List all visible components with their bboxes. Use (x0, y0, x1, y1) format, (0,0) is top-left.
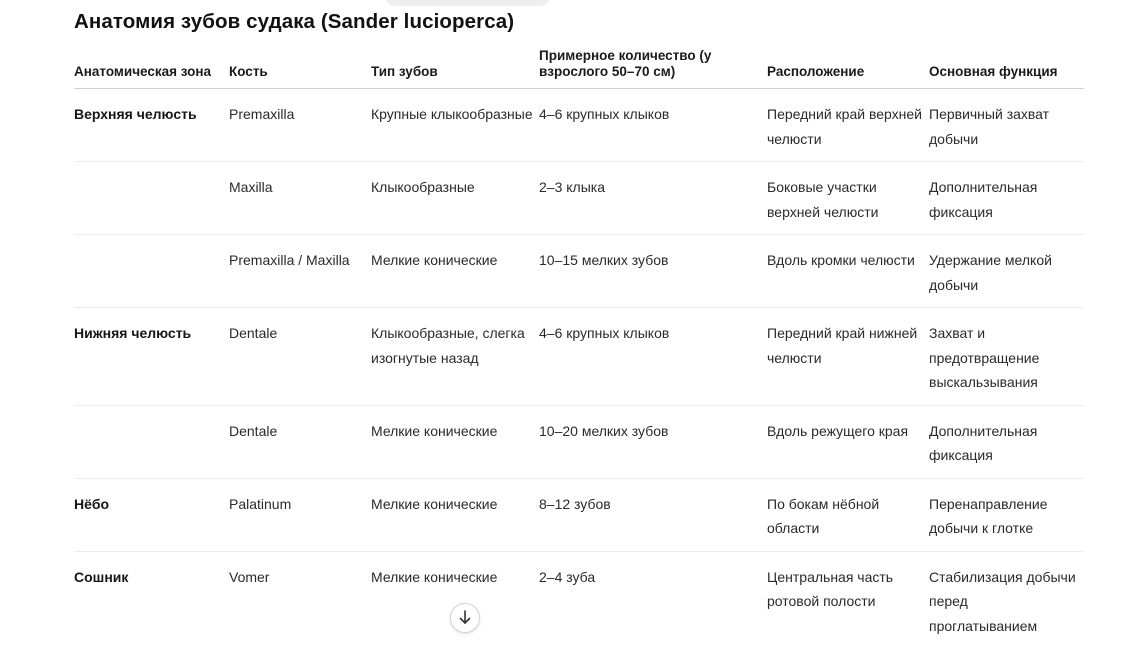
arrow-down-icon (458, 609, 472, 627)
table-row (74, 89, 1084, 162)
cell-count: 4–6 крупных клыков (539, 89, 767, 162)
table-row (74, 235, 1084, 308)
cell-location: Передний край верхней челюсти (767, 89, 929, 162)
cell-count: 8–12 зубов (539, 478, 767, 551)
cell-count: 2–3 клыка (539, 162, 767, 235)
cell-tooth-type: Крупные клыкообразные (371, 89, 539, 162)
cell-zone: Нёбо (74, 478, 229, 551)
cell-location: Вдоль режущего края (767, 405, 929, 478)
cell-bone: Dentale (229, 405, 371, 478)
teeth-anatomy-table (74, 46, 1084, 648)
cell-location: По бокам нёбной области (767, 478, 929, 551)
cell-function: Перенаправление добычи к глотке (929, 478, 1084, 551)
cell-location: Передний край нижней челюсти (767, 308, 929, 406)
cell-bone: Premaxilla (229, 89, 371, 162)
cell-zone (74, 235, 229, 308)
cell-zone (74, 162, 229, 235)
cell-location: Вдоль кромки челюсти (767, 235, 929, 308)
column-header-bone: Кость (229, 46, 371, 89)
cell-count: 10–20 мелких зубов (539, 405, 767, 478)
column-header-count: Примерное количество (у взрослого 50–70 см) (539, 46, 767, 89)
cell-function: Первичный захват добычи (929, 89, 1084, 162)
table-row (74, 551, 1084, 648)
cell-zone: Верхняя челюсть (74, 89, 229, 162)
cell-function: Дополнительная фиксация (929, 162, 1084, 235)
cell-function: Стабилизация добычи перед проглатыванием (929, 568, 1076, 634)
column-header-function: Основная функция (929, 46, 1084, 89)
table-header-row (74, 46, 1084, 89)
scroll-down-button[interactable] (450, 603, 480, 633)
table-row (74, 162, 1084, 235)
cell-tooth-type: Мелкие конические (371, 405, 539, 478)
cell-zone: Нижняя челюсть (74, 308, 229, 406)
column-header-location: Расположение (767, 46, 929, 89)
cell-tooth-type: Мелкие конические (371, 568, 498, 585)
cell-count: 10–15 мелких зубов (539, 235, 767, 308)
top-chat-pill (385, 0, 550, 6)
table-row (74, 478, 1084, 551)
cell-zone: Сошник (74, 568, 129, 585)
cell-count: 2–4 зуба (539, 568, 596, 585)
cell-count: 4–6 крупных клыков (539, 308, 767, 406)
table-title: Анатомия зубов судака (Sander lucioperca) (74, 10, 515, 33)
cell-function: Захват и предотвращение выскальзывания (929, 308, 1084, 406)
table-row (74, 308, 1084, 406)
cell-bone: Dentale (229, 308, 371, 406)
cell-tooth-type: Клыкообразные, слегка изогнутые назад (371, 308, 539, 406)
cell-bone: Palatinum (229, 478, 371, 551)
column-header-tooth-type: Тип зубов (371, 46, 539, 89)
cell-tooth-type: Мелкие конические (371, 235, 539, 308)
cell-bone: Vomer (229, 568, 270, 585)
cell-tooth-type: Мелкие конические (371, 478, 539, 551)
column-header-zone: Анатомическая зона (74, 46, 229, 89)
cell-zone (74, 405, 229, 478)
cell-location: Центральная часть ротовой полости (767, 568, 894, 609)
table-row (74, 405, 1084, 478)
cell-function: Удержание мелкой добычи (929, 235, 1084, 308)
cell-tooth-type: Клыкообразные (371, 162, 539, 235)
cell-location: Боковые участки верхней челюсти (767, 162, 929, 235)
cell-bone: Maxilla (229, 162, 371, 235)
cell-bone: Premaxilla / Maxilla (229, 235, 371, 308)
cell-function: Дополнительная фиксация (929, 405, 1084, 478)
